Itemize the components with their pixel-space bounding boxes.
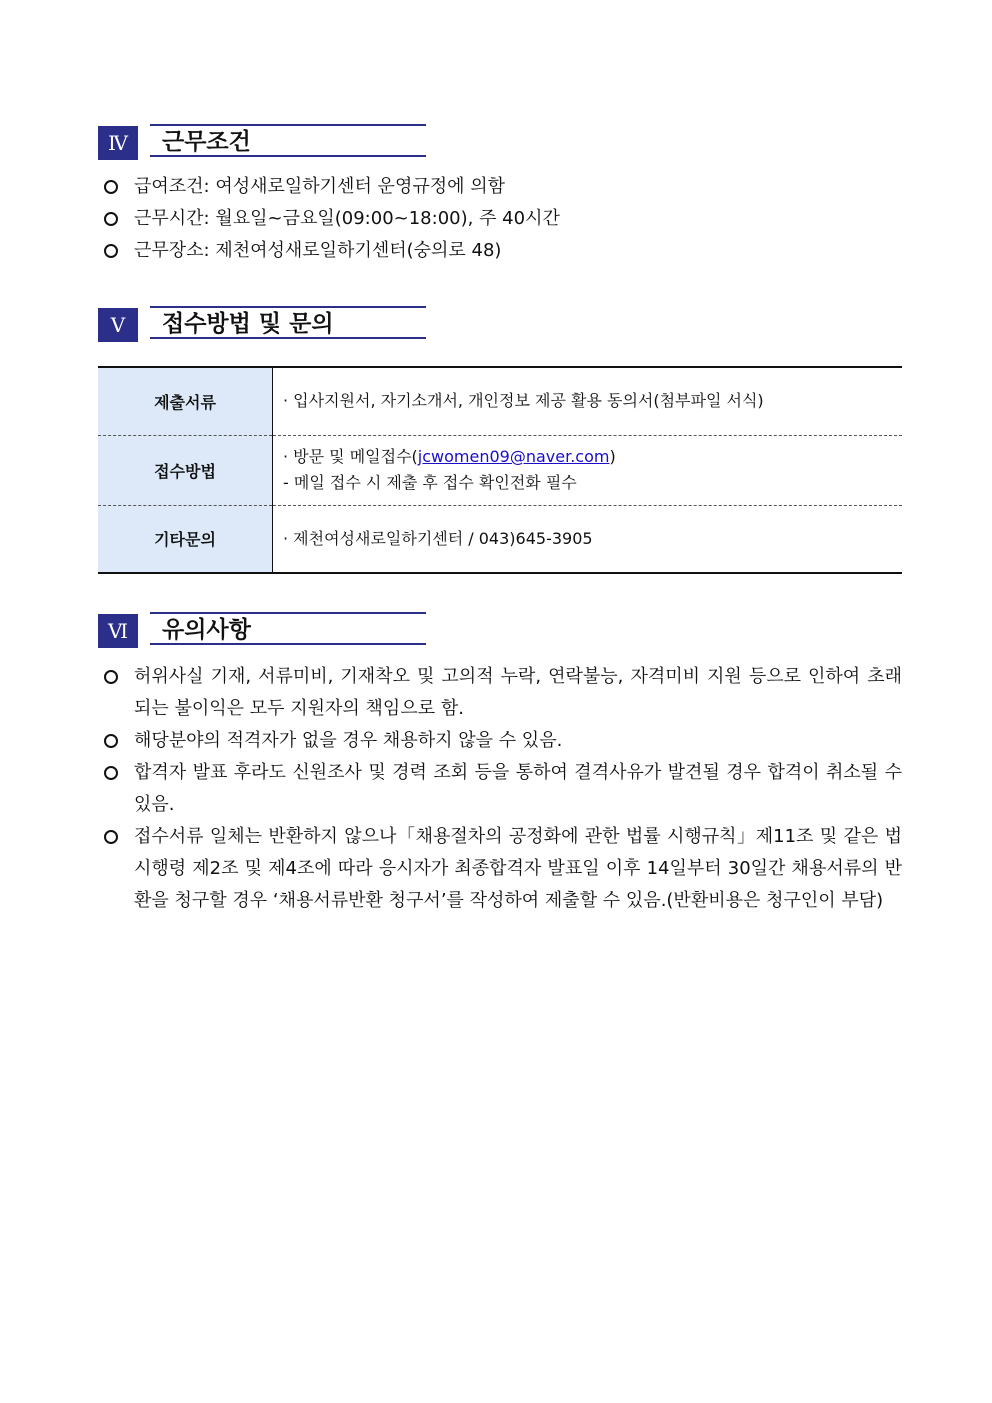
section-numeral: Ⅳ xyxy=(98,126,138,160)
list-item: 급여조건: 여성새로일하기센터 운영규정에 의함 xyxy=(104,171,902,203)
notes-list xyxy=(104,661,902,917)
row-value: · 제천여성새로일하기센터 / 043)645-3905 xyxy=(273,505,903,573)
list-item: 근무장소: 제천여성새로일하기센터(숭의로 48) xyxy=(104,235,902,267)
circle-bullet-icon xyxy=(104,734,118,748)
circle-bullet-icon xyxy=(104,180,118,194)
list-item: 합격자 발표 후라도 신원조사 및 경력 조회 등을 통하여 결격사유가 발견될 경우 합격이 취소될 수 있음. xyxy=(104,757,902,821)
value-line: · 방문 및 메일접수(jcwomen09@naver.com) xyxy=(283,447,616,466)
row-label: 제출서류 xyxy=(98,367,273,435)
list-item: 허위사실 기재, 서류미비, 기재착오 및 고의적 누락, 연락불능, 자격미비 지원 등으로 인하여 초래되는 불이익은 모두 지원자의 책임으로 함. xyxy=(104,661,902,725)
application-table xyxy=(98,366,902,574)
list-item: 근무시간: 월요일~금요일(09:00~18:00), 주 40시간 xyxy=(104,203,902,235)
circle-bullet-icon xyxy=(104,670,118,684)
row-value xyxy=(273,435,903,505)
circle-bullet-icon xyxy=(104,766,118,780)
circle-bullet-icon xyxy=(104,830,118,844)
circle-bullet-icon xyxy=(104,212,118,226)
row-value: · 입사지원서, 자기소개서, 개인정보 제공 활용 동의서(첨부파일 서식) xyxy=(283,391,764,411)
table-row xyxy=(98,367,902,435)
circle-bullet-icon xyxy=(104,244,118,258)
list-item: 접수서류 일체는 반환하지 않으나「채용절차의 공정화에 관한 법률 시행규칙」제11조 및 같은 법 시행령 제2조 및 제4조에 따라 응시자가 최종합격자 발표일 이후 14일부터 30일간 채용서류의 반환을 청구할 경우 ‘채용서류반환 청구서’를 작성하여 제출할 수 있음.(반환비용은 청구인이 부담) xyxy=(104,821,902,917)
table-row xyxy=(98,435,902,505)
row-label: 접수방법 xyxy=(98,435,273,505)
list-item: 해당분야의 적격자가 없을 경우 채용하지 않을 수 있음. xyxy=(104,725,902,757)
work-conditions-list xyxy=(104,171,902,267)
section-numeral: Ⅴ xyxy=(98,308,138,342)
table-row xyxy=(98,505,902,573)
row-label: 기타문의 xyxy=(98,505,273,573)
section-title: 근무조건 xyxy=(150,124,426,157)
section-numeral: Ⅵ xyxy=(98,614,138,648)
value-line: - 메일 접수 시 제출 후 접수 확인전화 필수 xyxy=(283,473,577,492)
section-title: 접수방법 및 문의 xyxy=(150,306,426,339)
section-title: 유의사항 xyxy=(150,612,426,645)
email-link[interactable]: jcwomen09@naver.com xyxy=(417,447,610,466)
